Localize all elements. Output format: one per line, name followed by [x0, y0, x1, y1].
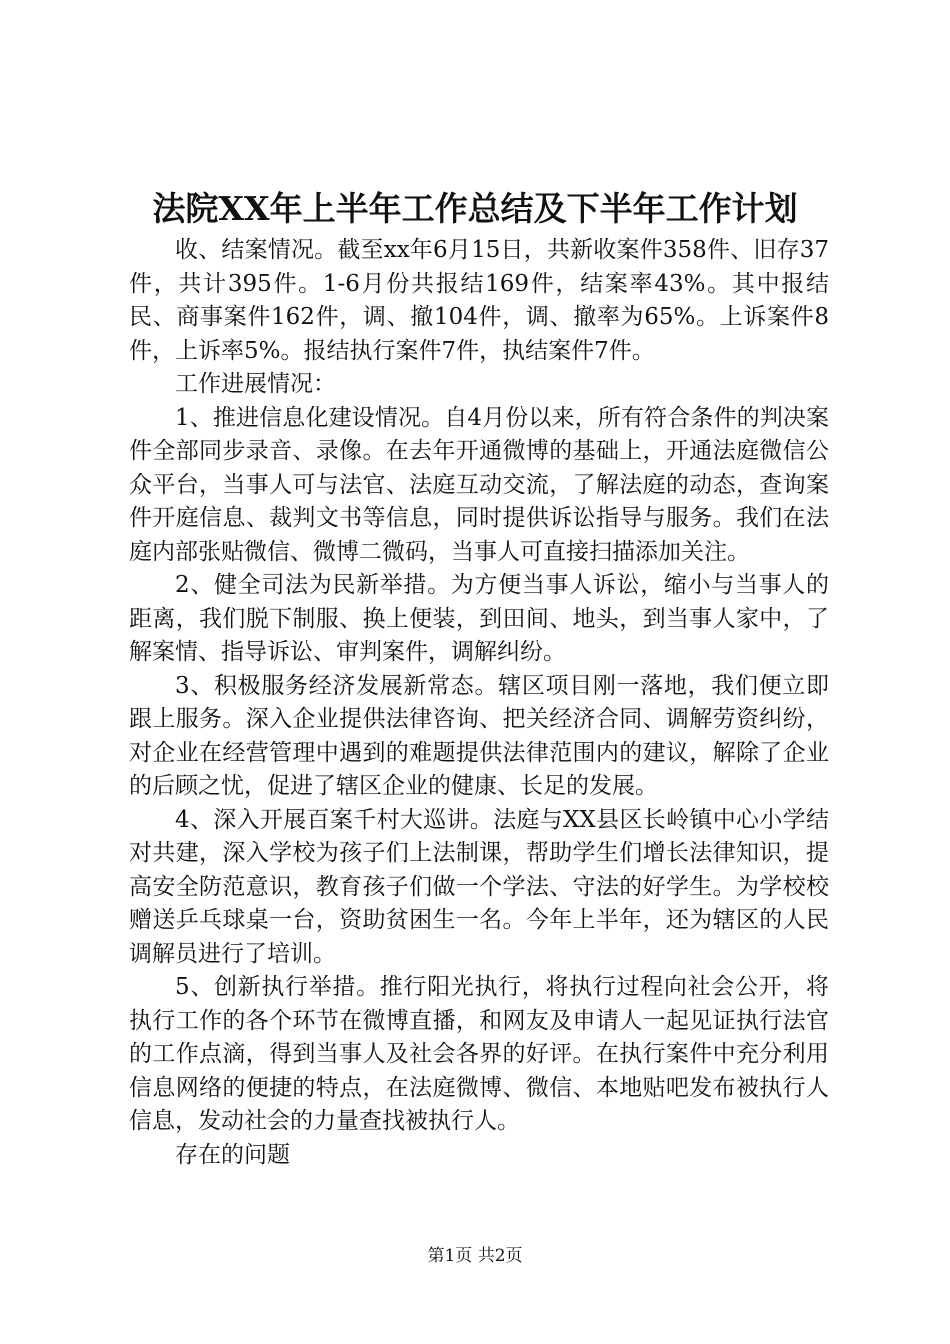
- paragraph-item-1: 1、推进信息化建设情况。自4月份以来，所有符合条件的判决案件全部同步录音、录像。在去年开通微博的基础上，开通法庭微信公众平台，当事人可与法官、法庭互动交流，了解法庭的动态，查询案件开庭信息、裁判文书等信息，同时提供诉讼指导与服务。我们在法庭内部张贴微信、微博二微码，当事人可直接扫描添加关注。: [129, 404, 829, 565]
- paragraph-item-4: 4、深入开展百案千村大巡讲。法庭与XX县区长岭镇中心小学结对共建，深入学校为孩子们上法制课，帮助学生们增长法律知识，提高安全防范意识，教育孩子们做一个学法、守法的好学生。为学校校赠送乒乓球桌一台，资助贫困生一名。今年上半年，还为辖区的人民调解员进行了培训。: [129, 806, 829, 967]
- page-footer: 第1页 共2页: [427, 1246, 523, 1266]
- heading-work-progress: 工作进展情况：: [175, 371, 336, 397]
- heading-existing-problems: 存在的问题: [175, 1141, 290, 1168]
- paragraph-item-5: 5、创新执行举措。推行阳光执行，将执行过程向社会公开，将执行工作的各个环节在微博直播，和网友及申请人一起见证执行法官的工作点滴，得到当事人及社会各界的好评。在执行案件中充分利用信息网络的便捷的特点，在法庭微博、微信、本地贴吧发布被执行人信息，发动社会的力量查找被执行人。: [129, 974, 829, 1134]
- paragraph-item-3: 3、积极服务经济发展新常态。辖区项目刚一落地，我们便立即跟上服务。深入企业提供法律咨询、把关经济合同、调解劳资纠纷，对企业在经营管理中遇到的难题提供法律范围内的建议，解除了企业的后顾之忧，促进了辖区企业的健康、长足的发展。: [129, 672, 829, 799]
- paragraph-case-statistics: 收、结案情况。截至xx年6月15日，共新收案件358件、旧存37件，共计395件。1-6月份共报结169件，结案率43%。其中报结民、商事案件162件，调、撤104件，调、撤率为65%。上诉案件8件，上诉率5%。报结执行案件7件，执结案件7件。: [129, 237, 829, 364]
- paragraph-item-2: 2、健全司法为民新举措。为方便当事人诉讼，缩小与当事人的距离，我们脱下制服、换上便装，到田间、地头，到当事人家中，了解案情、指导诉讼、审判案件，调解纠纷。: [129, 572, 829, 665]
- document-body: [129, 234, 829, 1172]
- document-title: 法院XX年上半年工作总结及下半年工作计划: [152, 189, 798, 228]
